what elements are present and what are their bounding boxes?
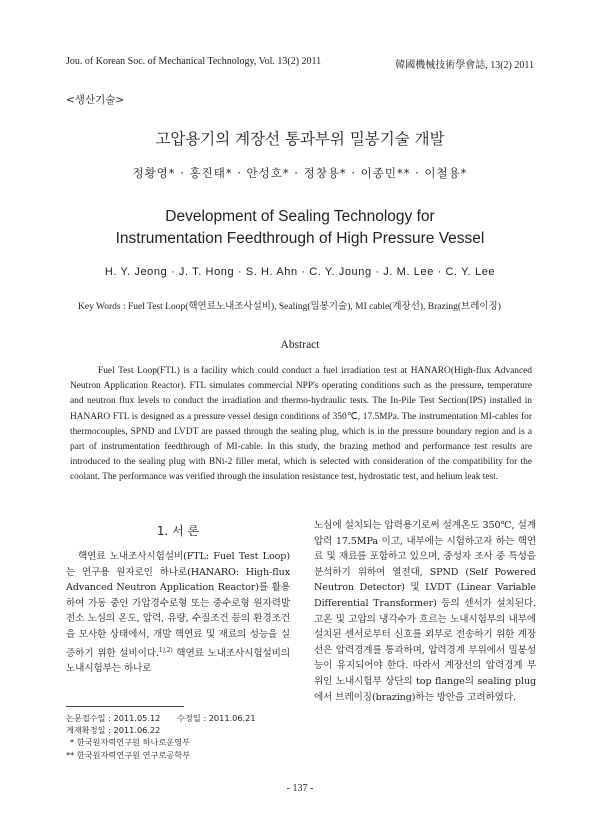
received-date: 논문접수일 : 2011.05.12: [66, 713, 161, 723]
abstract-body: Fuel Test Loop(FTL) is a facility which could conduct a fuel irradiation test at HANARO(High-flux Advanced Neutron Application Reactor). FTL simulates commercial NPP's operating conditions such as the pressure, temperature and neutron flux levels to conduct the irradiation and thermo-hydraulic tests. The In-Pile Test Section(IPS) installed in HANARO FTL is designed as a pressure vessel design conditions of 350℃, 17.5MPa. The instrumentation MI-cables for thermocouples, SPND and LVDT are passed through the sealing plug, which is in the pressure boundary region and is a part of instrumentation feedthrough of MI-cable. In this study, the brazing method and performance test results are introduced to the sealing plug with BNi-2 filler metal, which is selected with consideration of the compatibility for the coolant. The performance was verified through the insulation resistance test, hydrostatic test, and helium leak test.: [70, 366, 532, 483]
affiliation-2: ** 한국원자력연구원 연구로공학부: [66, 749, 191, 760]
introduction-heading: 1. 서 론: [156, 524, 200, 538]
english-title-line-1: Development of Sealing Technology for: [165, 208, 435, 225]
intro-left-text: 핵연료 노내조사시험설비(FTL: Fuel Test Loop)는 연구용 원자로인 하나로(HANARO: High-flux Advanced Neutron Application Reactor)를 활용하여 가동 중인 가압경수로형 또는 중수로형 원자력발전소 노심의 온도, 압력, 유량, 수질조건 등의 환경조건을 모사한 상태에서, 개발 핵연료 및 재료의 성능을 실증하기 위한 설비이다.: [66, 551, 290, 659]
left-column: [66, 520, 290, 677]
page-number: - 137 -: [286, 783, 314, 794]
revised-date: 수정일 : 2011.06.21: [177, 713, 256, 723]
introduction-paragraph-right: 노심에 설치되는 압력용기로써 설계온도 350℃, 설계압력 17.5MPa 이고, 내부에는 시험하고자 하는 핵연료 및 재료를 포함하고 있으며, 중성자 조사 중 특성을 분석하기 위하여 열전대, SPND (Self Powered Neutron Detector) 및 LVDT (Linear Variable Differential Transformer) 등의 센서가 설치된다. 고온 및 고압의 냉각수가 흐르는 노내시험부의 내부에 설치된 센서로부터 신호를 외부로 전송하기 위한 계장선은 압력경계를 통과하며, 압력경계 부위에서 밀봉성능이 유지되어야 한다. 따라서 계장선의 압력경계 부위인 노내시험부 상단의 top flange의 sealing plug에서 브레이징(brazing)하는 방안을 고려하였다.: [314, 520, 536, 703]
right-column: [314, 518, 536, 705]
korean-authors: 정황영* · 홍진태* · 안성호* · 정창용* · 이종민** · 이철용*: [132, 166, 468, 180]
keywords: Key Words : Fuel Test Loop(핵연료노내조사설비), Sealing(밀봉기술), MI cable(계장선), Brazing(브레이징): [78, 302, 501, 312]
journal-header-left: Jou. of Korean Soc. of Mechanical Technology, Vol. 13(2) 2011: [66, 56, 322, 67]
english-authors: H. Y. Jeong · J. T. Hong · S. H. Ahn · C. Y. Joung · J. M. Lee · C. Y. Lee: [104, 266, 496, 278]
korean-title: 고압용기의 계장선 통과부위 밀봉기술 개발: [155, 130, 445, 148]
section-tag: <생산기술>: [66, 94, 125, 106]
introduction-paragraph-left: [66, 549, 290, 677]
intro-left-tail: 핵연료 노내조사시험설비의 노내시험부는 하나로: [66, 647, 291, 675]
footnote-dates-row: [66, 712, 256, 724]
abstract-heading: Abstract: [280, 339, 320, 351]
english-title: [0, 206, 600, 250]
citation-ref: 1),2): [158, 646, 173, 654]
journal-header-right: 韓國機械技術學會誌, 13(2) 2011: [395, 60, 534, 71]
footnote-divider: [66, 706, 184, 707]
accepted-date: 게재확정일 : 2011.06.22: [66, 725, 161, 736]
english-title-line-2: Instrumentation Feedthrough of High Pressure Vessel: [115, 230, 485, 247]
footnotes: [66, 712, 256, 761]
affiliation-1: * 한국원자력연구원 하나로운영부: [70, 737, 191, 748]
